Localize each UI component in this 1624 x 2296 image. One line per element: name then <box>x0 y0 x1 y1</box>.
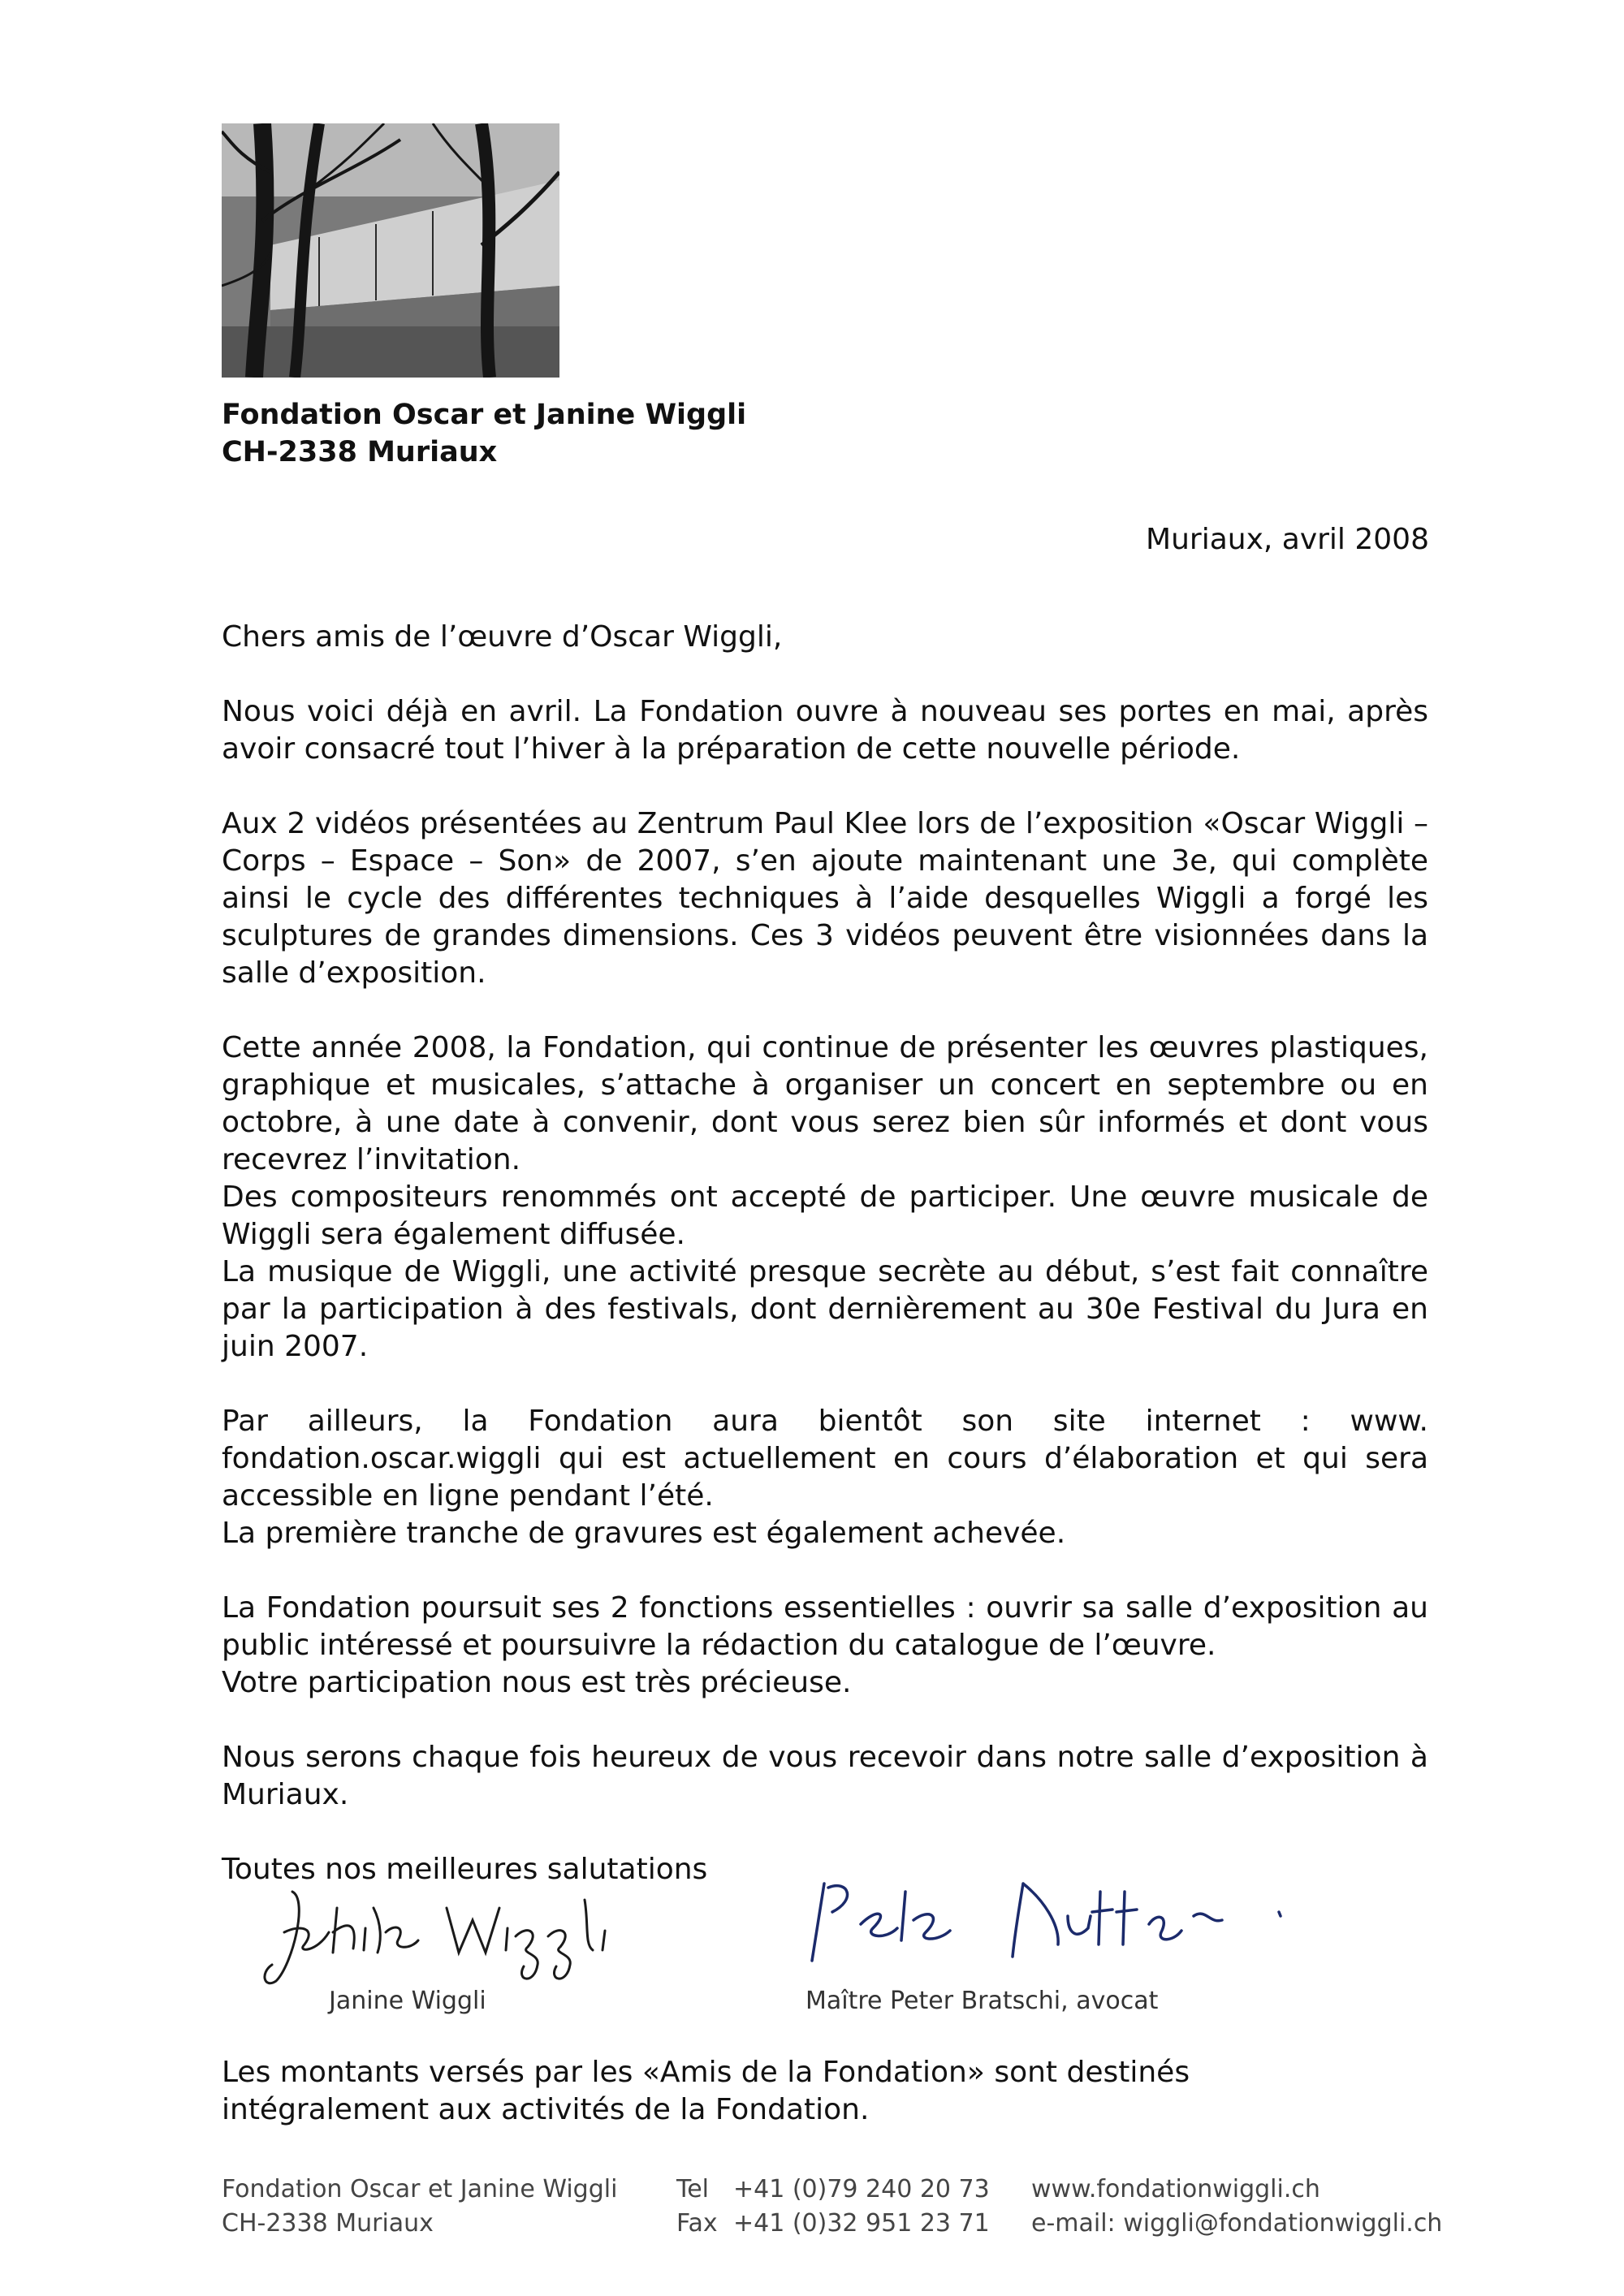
footer-address <box>222 2173 617 2241</box>
paragraph-4b: La première tranche de gravures est également achevée. <box>222 1517 1066 1550</box>
paragraph-5b: Votre participation nous est très précieuse. <box>222 1666 852 1699</box>
paragraph-5a: La Fondation poursuit ses 2 fonctions essentielles : ouvrir sa salle d’exposition au public intéressé et poursuivre la rédaction du catalogue de l’œuvre. <box>222 1591 1428 1662</box>
footer-web-link[interactable]: www.fondationwiggli.ch <box>1031 2175 1320 2203</box>
footer-city: CH-2338 Muriaux <box>222 2209 434 2238</box>
sender-name: Fondation Oscar et Janine Wiggli <box>222 399 747 431</box>
footer-fax: +41 (0)32 951 23 71 <box>733 2209 990 2238</box>
sender-block <box>222 396 746 471</box>
paragraph-3c: La musique de Wiggli, une activité presque secrète au début, s’est fait connaître par la participation à des festivals, dont dernièrement au 30e Festival du Jura en juin 2007. <box>222 1255 1428 1363</box>
footer-fax-label: Fax <box>676 2209 718 2238</box>
footer-email-link[interactable]: e-mail: wiggli@fondationwiggli.ch <box>1031 2209 1443 2238</box>
letter-date: Muriaux, avril 2008 <box>1146 523 1429 556</box>
signature-name-peter: Maître Peter Bratschi, avocat <box>806 1987 1159 2015</box>
contribution-note <box>222 2054 1190 2129</box>
paragraph-2: Aux 2 vidéos présentées au Zentrum Paul Klee lors de l’exposition «Oscar Wiggli – Corps – Espace – Son» de 2007, s’en ajoute maintenant une 3e, qui complète ainsi le cycle des différentes techniques à l’aide desquelles Wiggli a forgé les sculptures de grandes dimensions. Ces 3 vidéos peuvent être visionnées dans la salle d’exposition. <box>222 807 1428 990</box>
closing: Toutes nos meilleures salutations <box>222 1853 708 1886</box>
signature-peter <box>800 1867 1303 1973</box>
paragraph-4a: Par ailleurs, la Fondation aura bientôt son site internet : www. fondation.oscar.wiggli qui est actuellement en cours d’élaboration et qui sera accessible en ligne pendant l’été. <box>222 1405 1428 1513</box>
paragraph-6: Nous serons chaque fois heureux de vous recevoir dans notre salle d’exposition à Muriaux. <box>222 1741 1428 1811</box>
footer-contact <box>1031 2173 1442 2241</box>
salutation: Chers amis de l’œuvre d’Oscar Wiggli, <box>222 620 783 654</box>
header-photo <box>222 123 559 378</box>
paragraph-3b: Des compositeurs renommés ont accepté de participer. Une œuvre musicale de Wiggli sera également diffusée. <box>222 1180 1428 1251</box>
footer-phone-labels <box>676 2173 718 2241</box>
letter-body <box>222 619 1428 1926</box>
footer-org: Fondation Oscar et Janine Wiggli <box>222 2175 618 2203</box>
footer-tel: +41 (0)79 240 20 73 <box>733 2175 990 2203</box>
paragraph-1: Nous voici déjà en avril. La Fondation ouvre à nouveau ses portes en mai, après avoir consacré tout l’hiver à la préparation de cette nouvelle période. <box>222 695 1428 766</box>
signature-name-janine: Janine Wiggli <box>329 1987 486 2015</box>
signature-janine <box>260 1875 682 1997</box>
sender-address: CH-2338 Muriaux <box>222 436 498 468</box>
footer-phone-numbers <box>733 2173 990 2241</box>
paragraph-3a: Cette année 2008, la Fondation, qui continue de présenter les œuvres plastiques, graphique et musicales, s’attache à organiser un concert en septembre ou en octobre, à une date à convenir, dont vous serez bien sûr informés et dont vous recevrez l’invitation. <box>222 1031 1428 1176</box>
note-line-2: intégralement aux activités de la Fondation. <box>222 2093 870 2126</box>
footer-tel-label: Tel <box>676 2175 710 2203</box>
note-line-1: Les montants versés par les «Amis de la Fondation» sont destinés <box>222 2056 1190 2089</box>
